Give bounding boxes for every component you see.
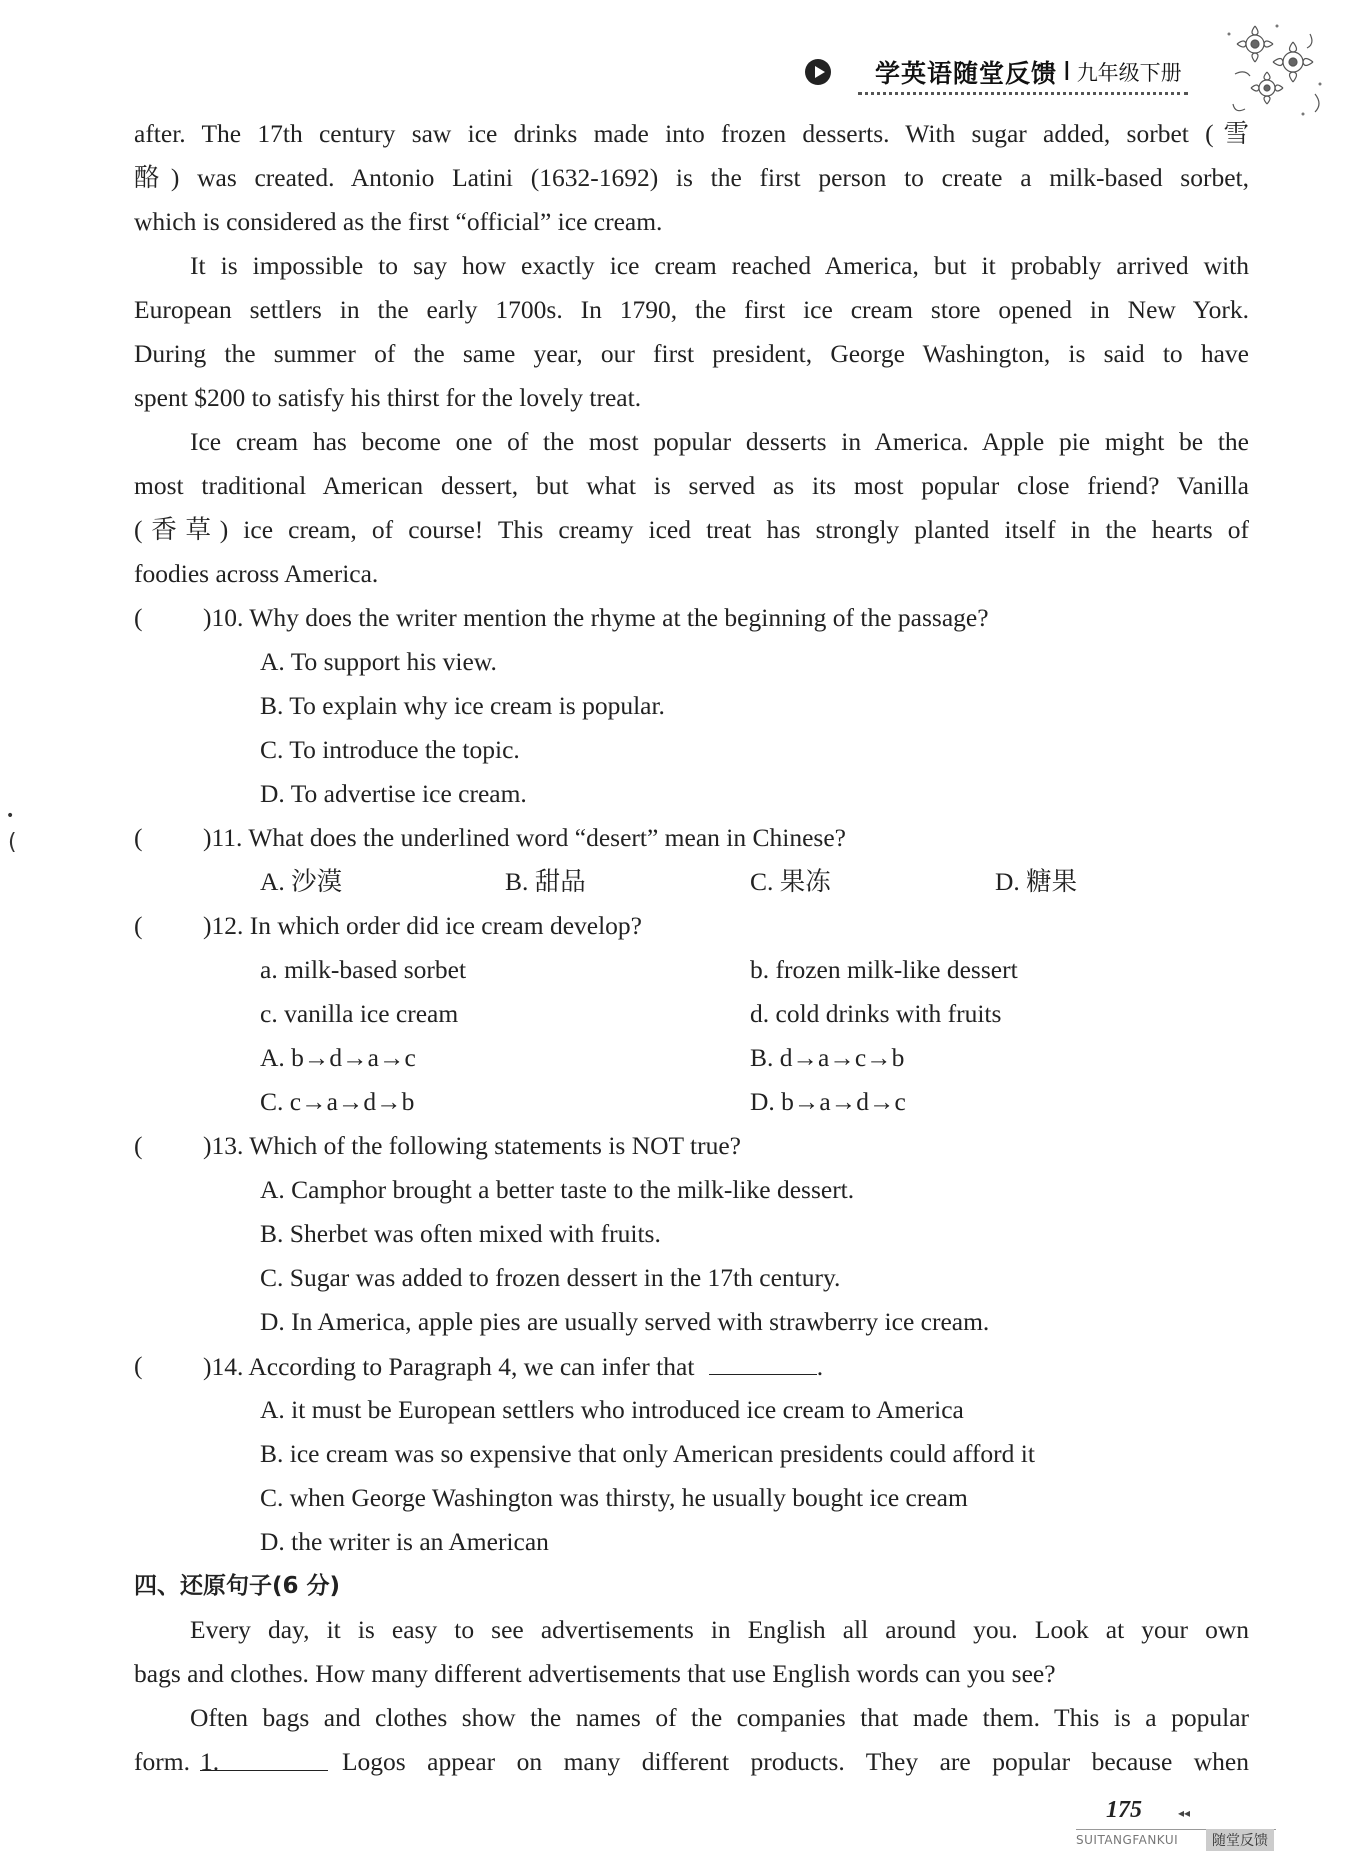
q12-option-b: B. d→a→c→b <box>750 1043 905 1072</box>
page-header <box>805 52 1182 92</box>
passage-p3-line3: (香草) ice cream, of course! This creamy iced treat has strongly planted itself in the hearts of <box>134 515 1249 544</box>
passage-p2-line1: It is impossible to say how exactly ice cream reached America, but it probably arrived with <box>190 251 1249 280</box>
q10-option-c: C. To introduce the topic. <box>260 735 520 764</box>
passage-p3-line4: foodies across America. <box>134 559 379 588</box>
q13-option-b: B. Sherbet was often mixed with fruits. <box>260 1219 661 1248</box>
q14-answer-blank[interactable]: ( <box>134 1351 143 1380</box>
q10-answer-blank[interactable]: ( <box>134 603 143 632</box>
q14-option-c: C. when George Washington was thirsty, he usually bought ice cream <box>260 1483 968 1512</box>
q13-stem: )13. Which of the following statements is NOT true? <box>203 1131 741 1160</box>
passage-p3-line1: Ice cream has become one of the most popular desserts in America. Apple pie might be the <box>190 427 1249 456</box>
q11-answer-blank[interactable]: ( <box>134 823 143 852</box>
q11-stem: )11. What does the underlined word “desert” mean in Chinese? <box>203 823 846 852</box>
footer-badge: 随堂反馈 <box>1206 1829 1274 1851</box>
passage-p2-line2: European settlers in the early 1700s. In 1790, the first ice cream store opened in New York. <box>134 295 1249 324</box>
passage-p2-line3: During the summer of the same year, our first president, George Washington, is said to have <box>134 339 1249 368</box>
q12-option-d: D. b→a→d→c <box>750 1087 906 1116</box>
q14-stem-end: . <box>816 1352 824 1381</box>
play-icon <box>805 59 831 85</box>
page-number: 175 <box>1106 1797 1142 1823</box>
q12-option-c: C. c→a→d→b <box>260 1087 415 1116</box>
q10-option-d: D. To advertise ice cream. <box>260 779 527 808</box>
footer-pinyin: SUITANGFANKUI <box>1076 1833 1179 1847</box>
margin-line-mark: ( <box>8 830 17 855</box>
section4-p1-line1: Every day, it is easy to see advertisements in English all around you. Look at your own <box>190 1615 1249 1644</box>
section4-p2-line1: Often bags and clothes show the names of the companies that made them. This is a popular <box>190 1703 1249 1732</box>
passage-p3-line2: most traditional American dessert, but what is served as its most popular close friend? Vanilla <box>134 471 1249 500</box>
q13-answer-blank[interactable]: ( <box>134 1131 143 1160</box>
q12-item-b: b. frozen milk-like dessert <box>750 955 1018 984</box>
q12-item-c: c. vanilla ice cream <box>260 999 459 1028</box>
q10-option-a: A. To support his view. <box>260 647 497 676</box>
section4-p1-line2: bags and clothes. How many different advertisements that use English words can you see? <box>134 1659 1056 1688</box>
q11-option-b: B. 甜品 <box>505 867 586 896</box>
q14-stem-row <box>203 1348 823 1385</box>
q12-item-a: a. milk-based sorbet <box>260 955 467 984</box>
blank-1-label: 1. <box>199 1747 220 1776</box>
passage-p1-line1: after. The 17th century saw ice drinks made into frozen desserts. With sugar added, sorbet (雪 <box>134 119 1249 148</box>
q10-option-b: B. To explain why ice cream is popular. <box>260 691 665 720</box>
flower-decoration-icon <box>1215 14 1335 126</box>
header-grade: 九年级下册 <box>1076 61 1182 85</box>
q12-answer-blank[interactable]: ( <box>134 911 143 940</box>
q12-item-d: d. cold drinks with fruits <box>750 999 1002 1028</box>
section4-logos-text: Logos appear on many different products. They are popular because when <box>341 1747 1249 1776</box>
header-title: 学英语随堂反馈 <box>875 59 1058 88</box>
q13-option-d: D. In America, apple pies are usually served with strawberry ice cream. <box>260 1307 990 1336</box>
q12-option-a: A. b→d→a→c <box>260 1043 416 1072</box>
q10-stem: )10. Why does the writer mention the rhyme at the beginning of the passage? <box>203 603 989 632</box>
q13-option-c: C. Sugar was added to frozen dessert in the 17th century. <box>260 1263 841 1292</box>
passage-p2-line4: spent $200 to satisfy his thirst for the lovely treat. <box>134 383 642 412</box>
blank-1[interactable] <box>199 1744 328 1776</box>
header-dotted-rule <box>858 92 1188 95</box>
header-separator: I <box>1063 57 1071 87</box>
q14-option-a: A. it must be European settlers who introduced ice cream to America <box>260 1395 964 1424</box>
section-4-title: 四、还原句子(6 分) <box>134 1573 341 1599</box>
q12-stem: )12. In which order did ice cream develop? <box>203 911 642 940</box>
q14-option-d: D. the writer is an American <box>260 1527 549 1556</box>
q11-option-d: D. 糖果 <box>995 867 1078 896</box>
passage-p1-line2: 酪) was created. Antonio Latini (1632-1692) is the first person to create a milk-based sorbet, <box>134 163 1249 192</box>
page-arrows-icon: ◂◂ <box>1178 1806 1191 1820</box>
q13-option-a: A. Camphor brought a better taste to the milk-like dessert. <box>260 1175 855 1204</box>
q14-option-b: B. ice cream was so expensive that only American presidents could afford it <box>260 1439 1035 1468</box>
q14-fill-blank[interactable] <box>709 1348 817 1375</box>
q11-option-a: A. 沙漠 <box>260 867 343 896</box>
q14-stem: )14. According to Paragraph 4, we can infer that <box>203 1352 695 1381</box>
section4-form-text: form. <box>134 1747 190 1776</box>
section4-p2-line2 <box>134 1744 1249 1780</box>
passage-p1-line3: which is considered as the first “official” ice cream. <box>134 207 663 236</box>
margin-dot-mark: • <box>6 808 15 824</box>
q11-option-c: C. 果冻 <box>750 867 831 896</box>
